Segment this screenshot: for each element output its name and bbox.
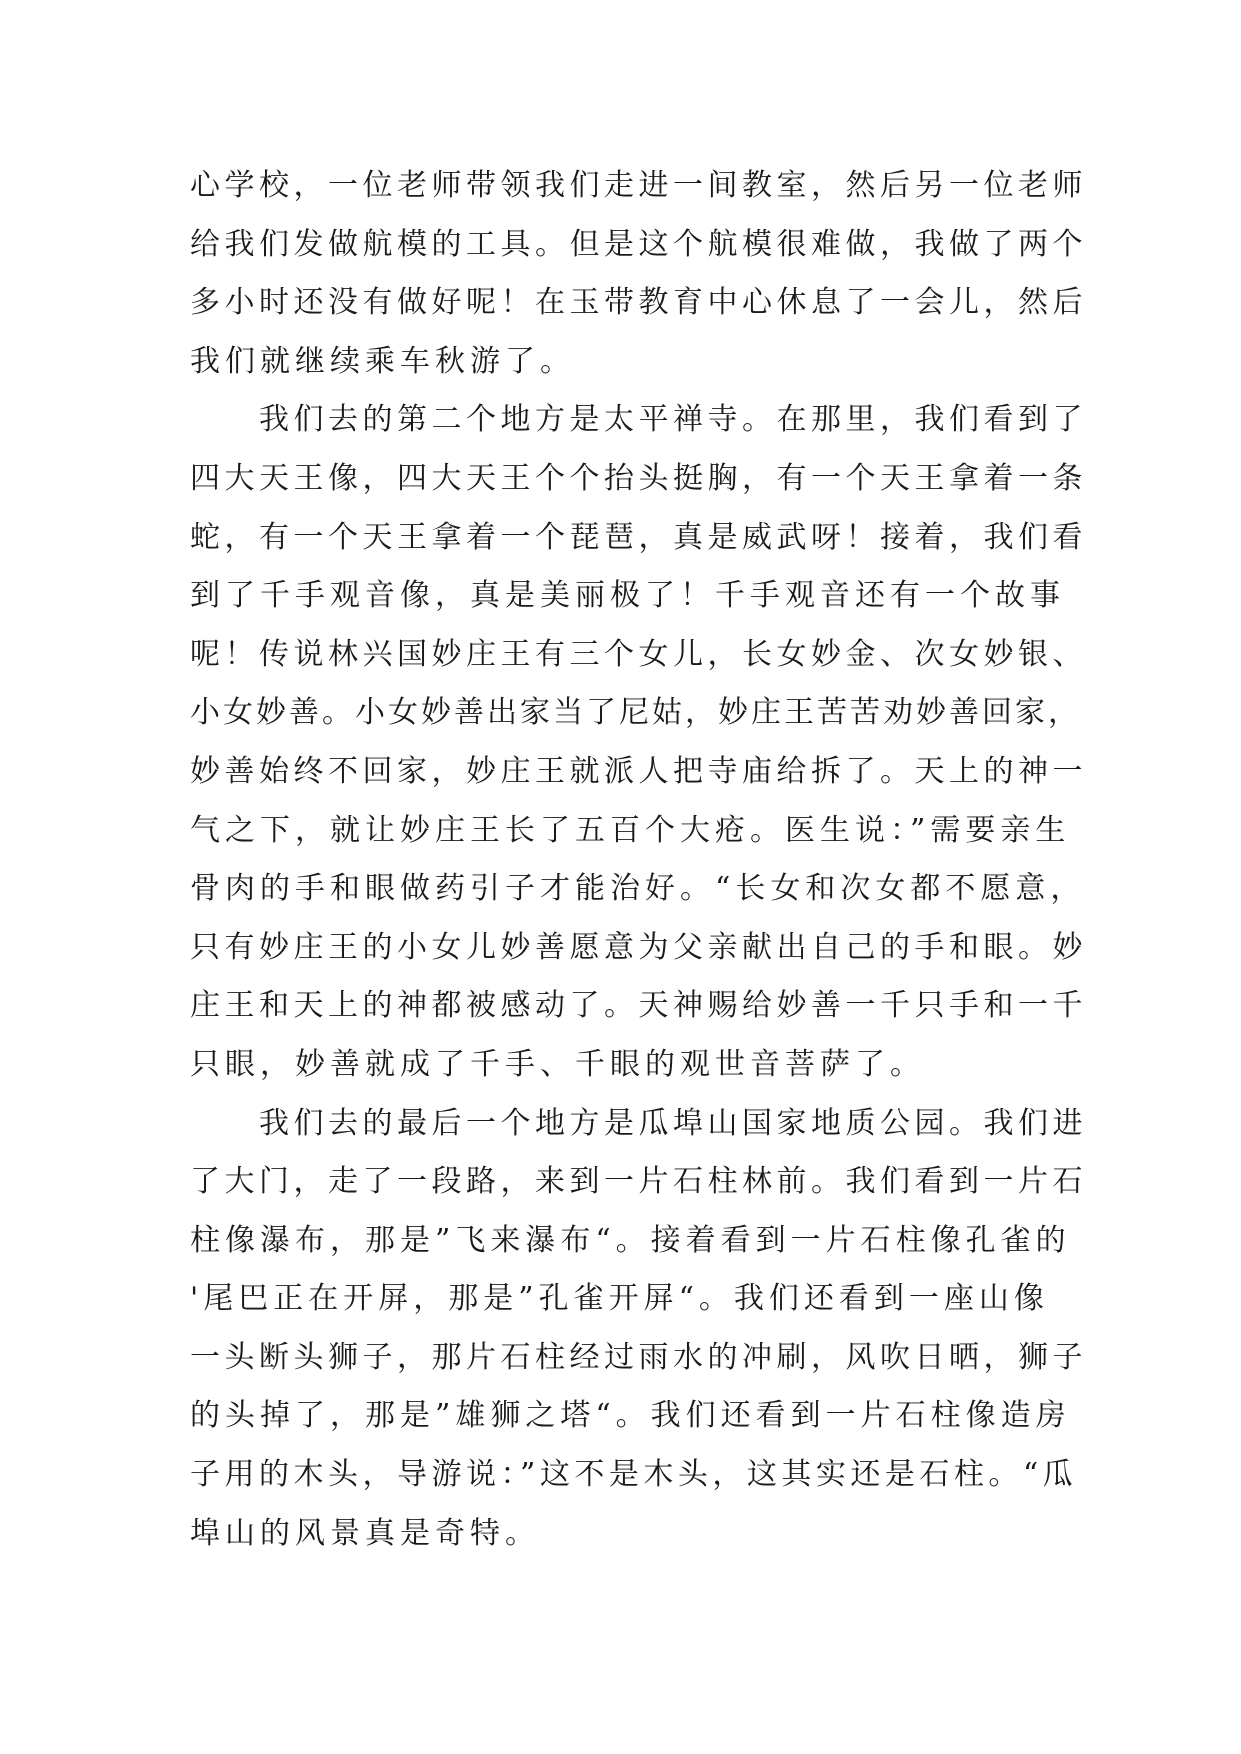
text-line: 我们去的第二个地方是太平禅寺。在那里，我们看到了 — [190, 402, 1087, 438]
text-line: 柱像瀑布，那是”飞来瀑布“。接着看到一片石柱像孔雀的 — [190, 1222, 1071, 1258]
text-line: 小女妙善。小女妙善出家当了尼姑，妙庄王苦苦劝妙善回家， — [190, 695, 1081, 731]
text-line: 我们就继续乘车秋游了。 — [190, 343, 575, 379]
text-line: 四大天王像，四大天王个个抬头挺胸，有一个天王拿着一条 — [190, 460, 1087, 496]
text-line: 到了千手观音像，真是美丽极了！千手观音还有一个故事 — [190, 578, 1065, 614]
text-line: 埠山的风景真是奇特。 — [190, 1515, 540, 1551]
text-line: '尾巴正在开屏，那是”孔雀开屏“。我们还看到一座山像 — [190, 1281, 1049, 1317]
text-line: 呢！传说林兴国妙庄王有三个女儿，长女妙金、次女妙银、 — [190, 636, 1087, 672]
text-line: 庄王和天上的神都被感动了。天神赐给妙善一千只手和一千 — [190, 988, 1087, 1024]
text-line: 气之下，就让妙庄王长了五百个大疮。医生说：”需要亲生 — [190, 812, 1071, 848]
text-line: 只眼，妙善就成了千手、千眼的观世音菩萨了。 — [190, 1046, 925, 1082]
text-line: 了大门，走了一段路，来到一片石柱林前。我们看到一片石 — [190, 1164, 1087, 1200]
text-line: 多小时还没有做好呢！在玉带教育中心休息了一会儿，然后 — [190, 285, 1087, 321]
text-line: 蛇，有一个天王拿着一个琵琶，真是威武呀！接着，我们看 — [190, 519, 1087, 555]
text-line: 心学校，一位老师带领我们走进一间教室，然后另一位老师 — [190, 168, 1087, 203]
text-line: 子用的木头，导游说：”这不是木头，这其实还是石柱。“瓜 — [190, 1457, 1078, 1493]
body-text — [190, 157, 1090, 1563]
text-line: 给我们发做航模的工具。但是这个航模很难做，我做了两个 — [190, 226, 1087, 262]
text-line: 妙善始终不回家，妙庄王就派人把寺庙给拆了。天上的神一 — [190, 753, 1087, 789]
text-line: 的头掉了，那是”雄狮之塔“。我们还看到一片石柱像造房 — [190, 1398, 1071, 1434]
text-line: 骨肉的手和眼做药引子才能治好。“长女和次女都不愿意， — [190, 871, 1086, 907]
text-line: 我们去的最后一个地方是瓜埠山国家地质公园。我们进 — [190, 1105, 1087, 1141]
text-line: 只有妙庄王的小女儿妙善愿意为父亲献出自己的手和眼。妙 — [190, 929, 1087, 965]
text-line: 一头断头狮子，那片石柱经过雨水的冲刷，风吹日晒，狮子 — [190, 1339, 1087, 1375]
